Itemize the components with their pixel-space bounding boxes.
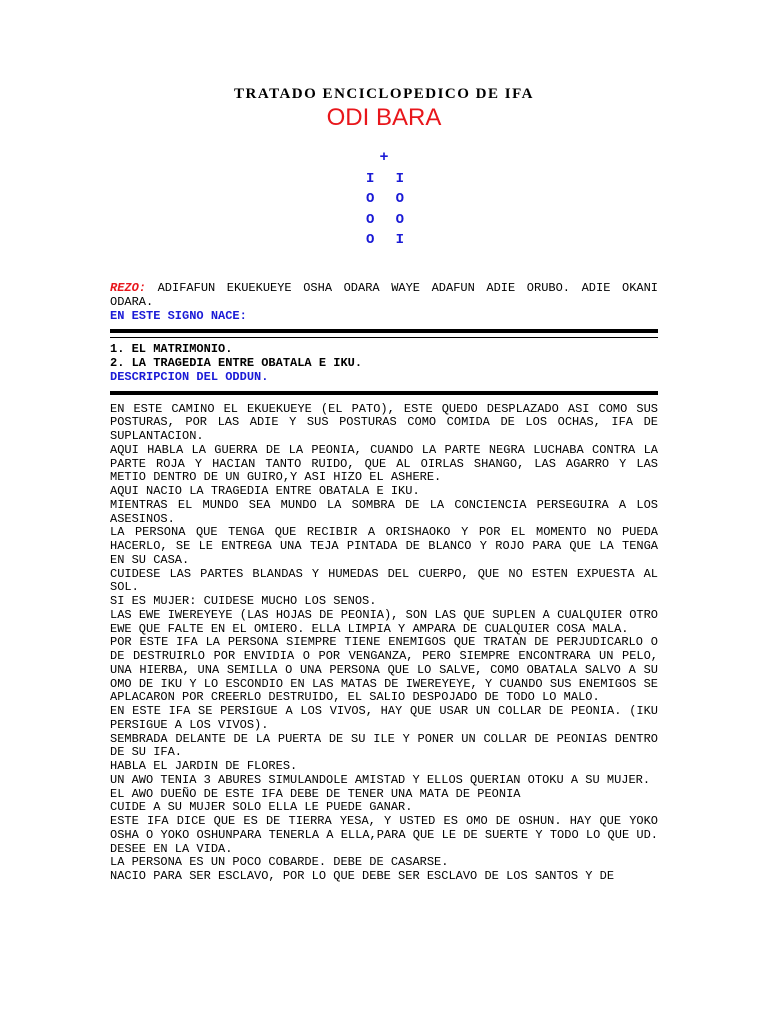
nace-heading: EN ESTE SIGNO NACE: xyxy=(110,308,247,323)
sign-mark: O xyxy=(366,211,375,228)
nace-item: 1. EL MATRIMONIO. xyxy=(110,342,233,357)
descripcion-paragraph: HABLA EL JARDIN DE FLORES. xyxy=(110,759,298,773)
descripcion-paragraph: POR ESTE IFA LA PERSONA SIEMPRE TIENE ENEMIGOS QUE TRATAN DE PERJUDICARLO O DE DESTRUIRLO POR ENVIDIA O POR VENGANZA, PERO SIEMPRE ENCONTRARA UN PELO, UNA HIERBA, UNA SEMILLA O UNA PERSONA QUE LO SALVE, COMO OBATALA SALVO A SU OMO DE IKU Y LO ESCONDIO EN LAS MATAS DE IWEREYEYE, Y CUANDO SUS ENEMIGOS SE APLACARON POR CREERLO DESTRUIDO, EL SALIO DESPOJADO DE TODO LO MALO. xyxy=(110,635,658,705)
rezo-paragraph xyxy=(110,282,658,310)
descripcion-paragraph: ESTE IFA DICE QUE ES DE TIERRA YESA, Y USTED ES OMO DE OSHUN. HAY QUE YOKO OSHA O YOKO OSHUNPARA TENERLA A ELLA,PARA QUE LE DE SUERTE Y TODO LO QUE UD. DESEE EN LA VIDA. xyxy=(110,814,658,856)
descripcion-heading: DESCRIPCION DEL ODDUN. xyxy=(110,369,269,384)
descripcion-paragraph: UN AWO TENIA 3 ABURES SIMULANDOLE AMISTAD Y ELLOS QUERIAN OTOKU A SU MUJER. xyxy=(110,772,651,787)
descripcion-paragraph: CUIDE A SU MUJER SOLO ELLA LE PUEDE GANAR. xyxy=(110,800,413,815)
rezo-label: REZO: xyxy=(110,281,147,295)
descripcion-paragraph: EL AWO DUEÑO DE ESTE IFA DEBE DE TENER UNA MATA DE PEONIA xyxy=(110,786,521,801)
sign-mark: O xyxy=(366,232,375,248)
descripcion-paragraph: LA PERSONA QUE TENGA QUE RECIBIR A ORISHAOKO Y POR EL MOMENTO NO PUEDA HACERLO, SE LE ENTREGA UNA TEJA PINTADA DE BLANCO Y ROJO PARA QUE LA TENGA EN SU CASA. xyxy=(110,525,658,567)
sign-mark: I xyxy=(395,170,404,187)
descripcion-paragraph: CUIDESE LAS PARTES BLANDAS Y HUMEDAS DEL CUERPO, QUE NO ESTEN EXPUESTA AL SOL. xyxy=(110,566,658,595)
section-divider xyxy=(110,391,658,395)
descripcion-paragraph: AQUI NACIO LA TRAGEDIA ENTRE OBATALA E IKU. xyxy=(110,484,420,498)
descripcion-paragraph: SEMBRADA DELANTE DE LA PUERTA DE SU ILE Y PONER UN COLLAR DE PEONIAS DENTRO DE SU IFA. xyxy=(110,731,658,760)
sign-row xyxy=(358,230,410,251)
sign-row xyxy=(358,210,410,231)
document-body xyxy=(110,282,658,884)
odun-name: ODI BARA xyxy=(326,104,442,131)
document-title: TRATADO ENCICLOPEDICO DE IFA xyxy=(234,86,534,102)
odun-sign xyxy=(358,148,410,251)
descripcion-paragraph: SI ES MUJER: CUIDESE MUCHO LOS SENOS. xyxy=(110,594,377,608)
descripcion-paragraph: LAS EWE IWEREYEYE (LAS HOJAS DE PEONIA), SON LAS QUE SUPLEN A CUALQUIER OTRO EWE QUE FALTE EN EL OMIERO. ELLA LIMPIA Y AMPARA DE CUALQUIER COSA MALA. xyxy=(110,607,658,636)
rezo-text: ADIFAFUN EKUEKUEYE OSHA ODARA WAYE ADAFUN ADIE ORUBO. ADIE OKANI ODARA. xyxy=(110,281,658,309)
descripcion-paragraph: EN ESTE CAMINO EL EKUEKUEYE (EL PATO), ESTE QUEDO DESPLAZADO ASI COMO SUS POSTURAS, POR LAS ADIE Y SUS POSTURAS COMO COMIDA DE LOS OCHAS, IFA DE SUPLANTACION. xyxy=(110,401,658,443)
descripcion-paragraph: MIENTRAS EL MUNDO SEA MUNDO LA SOMBRA DE LA CONCIENCIA PERSEGUIRA A LOS ASESINOS. xyxy=(110,497,658,526)
descripcion-body xyxy=(110,403,658,884)
sign-mark: O xyxy=(395,211,404,228)
sign-mark: O xyxy=(366,191,375,207)
descripcion-paragraph: AQUI HABLA LA GUERRA DE LA PEONIA, CUANDO LA PARTE NEGRA LUCHABA CONTRA LA PARTE ROJA Y HACIAN TANTO RUIDO, QUE AL OIRLAS SHANGO, LAS AGARRO Y LAS METIO DENTRO DE UN GUIRO,Y ASI HIZO EL ASHERE. xyxy=(110,442,658,485)
section-divider xyxy=(110,329,658,333)
descripcion-paragraph: LA PERSONA ES UN POCO COBARDE. DEBE DE CASARSE. xyxy=(110,855,449,870)
descripcion-paragraph: EN ESTE IFA SE PERSIGUE A LOS VIVOS, HAY QUE USAR UN COLLAR DE PEONIA. (IKU PERSIGUE A LOS VIVOS). xyxy=(110,704,658,732)
sign-mark: I xyxy=(395,232,404,248)
descripcion-paragraph: NACIO PARA SER ESCLAVO, POR LO QUE DEBE SER ESCLAVO DE LOS SANTOS Y DE xyxy=(110,869,615,883)
nace-item: 2. LA TRAGEDIA ENTRE OBATALA E IKU. xyxy=(110,356,363,370)
sign-mark: O xyxy=(395,191,404,207)
sign-plus: + xyxy=(379,149,389,166)
sign-row xyxy=(358,169,410,190)
section-divider-thin xyxy=(110,337,658,338)
sign-mark: I xyxy=(366,170,375,187)
sign-row xyxy=(358,189,410,210)
